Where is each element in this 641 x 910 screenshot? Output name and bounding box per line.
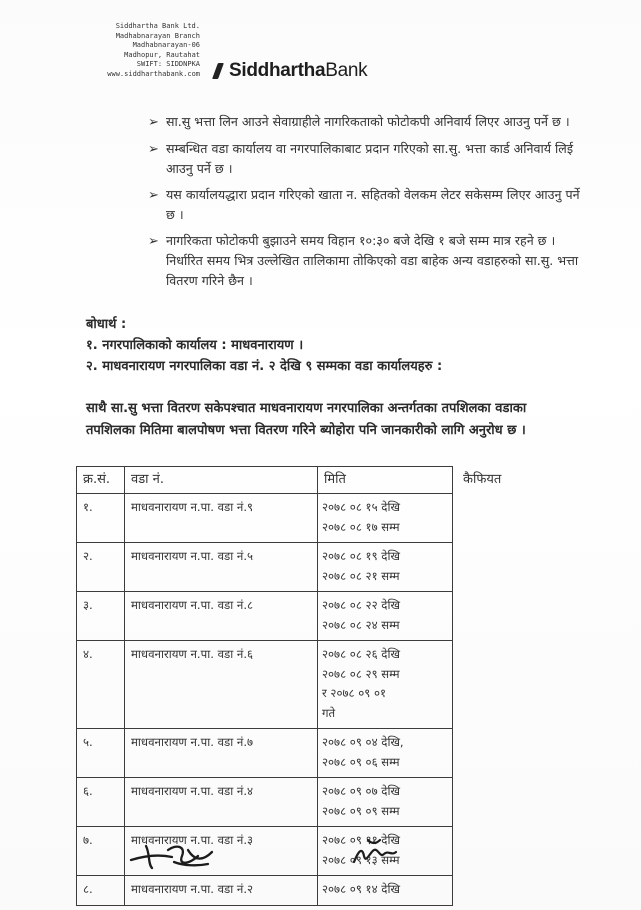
arrow-bullet-icon: ➢ [148,188,159,203]
list-item [148,185,588,225]
date-line: गते [322,705,336,720]
date-line: २०७८ ०८ १५ देखि [322,500,400,514]
table-row [77,778,603,827]
address-line: Siddhartha Bank Ltd. [115,22,200,30]
row-ward: माधवनारायण न.पा. वडा नं.८ [125,592,318,641]
date-line: २०७८ ०८ १७ सम्म [322,519,400,534]
row-date [318,592,453,641]
row-remarks [453,778,603,827]
row-ward: माधवनारायण न.पा. वडा नं.३ [125,827,318,876]
row-remarks [453,494,603,543]
bank-logo [215,60,367,82]
row-sn: २. [77,543,125,592]
address-line: Madhabnarayan-06 [132,41,200,50]
date-line: २०७८ ०९ १४ देखि [322,882,400,896]
attention-item: १. नगरपालिकाको कार्यालय : माधवनारायण । [86,338,304,353]
attention-heading: बोधार्थ : [86,317,127,332]
date-line: २०७८ ०९ ११ देखि [322,833,400,847]
instruction-text: सम्बन्धित वडा कार्यालय वा नगरपालिकाबाट प्रदान गरिएको सा.सु. भत्ता कार्ड अनिवार्य लिई आउनु पर्ने छ । [166,141,574,176]
signature-right [350,832,400,872]
date-line: २०७८ ०९ ०४ देखि, [322,735,404,749]
row-ward: माधवनारायण न.पा. वडा नं.४ [125,778,318,827]
row-remarks [453,543,603,592]
row-sn: ५. [77,729,125,778]
row-remarks [453,827,603,876]
date-line: २०७८ ०८ २१ सम्म [322,568,400,583]
table-row [77,876,603,906]
notice-paragraph: साथै सा.सु भत्ता वितरण सकेपश्चात माधवनारायण नगरपालिका अन्तर्गतका तपशिलका वडाका तपशिलका मितिमा बालपोषण भत्ता वितरण गरिने ब्योहोरा पनि जानकारीको लागि अनुरोध छ । [86,401,527,438]
row-ward: माधवनारायण न.पा. वडा नं.९ [125,494,318,543]
header-sn: क्र.सं. [77,467,125,494]
date-line: २०७८ ०८ २४ सम्म [322,617,400,632]
row-date [318,494,453,543]
instruction-text: नागरिकता फोटोकपी बुझाउने समय विहान १०:३० बजे देखि १ बजे सम्म मात्र रहने छ । निर्धारित समय भित्र उल्लेखित तालिकामा तोकिएको वडा बाहेक अन्य वडाहरुको सा.सु. भत्ता वितरण गरिने छैन । [166,233,579,288]
date-line: २०७८ ०८ २६ देखि [322,647,400,661]
signature-left [128,836,218,876]
list-item [148,139,588,179]
table-row [77,729,603,778]
brand-bold: Siddhartha [229,60,326,81]
header-remarks: कैफियत [463,471,502,487]
row-remarks [453,876,603,906]
row-sn: ७. [77,827,125,876]
table-row [77,592,603,641]
row-ward: माधवनारायण न.पा. वडा नं.७ [125,729,318,778]
arrow-bullet-icon: ➢ [148,234,159,249]
row-sn: १. [77,494,125,543]
arrow-bullet-icon: ➢ [148,115,159,130]
date-line: २०७८ ०९ ०७ देखि [322,784,400,798]
row-sn: ८. [77,876,125,906]
date-line: २०७८ ०९ ०९ सम्म [322,803,400,818]
instruction-text: यस कार्यालयद्धारा प्रदान गरिएको खाता न. सहितको वेलकम लेटर सकेसम्म लिएर आउनु पर्ने छ । [166,187,580,222]
address-line: Madhabnarayan Branch [115,31,200,40]
date-line: २०७८ ०८ २२ देखि [322,598,400,612]
table-row [77,641,603,729]
attention-section [86,314,442,377]
row-date [318,876,453,906]
header-ward: वडा नं. [125,467,318,494]
address-line: www.siddharthabank.com [107,69,200,78]
bank-name [229,60,367,82]
list-item [148,231,588,291]
row-date [318,641,453,729]
row-date [318,778,453,827]
header-date: मिति [318,467,453,494]
attention-item: २. माधवनारायण नगरपालिका वडा नं. २ देखि ९ सम्मका वडा कार्यालयहरु : [86,359,443,374]
date-line: २०७८ ०९ ०६ सम्म [322,754,400,769]
address-line: SWIFT: SIDDNPKA [136,60,200,69]
row-remarks [453,641,603,729]
date-line: २०७८ ०८ २९ सम्म [322,666,400,681]
brand-light: Bank [325,60,368,81]
row-ward: माधवनारायण न.पा. वडा नं.२ [125,876,318,906]
table-row [77,543,603,592]
arrow-bullet-icon: ➢ [148,142,159,157]
row-remarks [453,592,603,641]
row-date [318,729,453,778]
row-sn: ४. [77,641,125,729]
instruction-text: सा.सु भत्ता लिन आउने सेवाग्राहीले नागरिकताको फोटोकपी अनिवार्य लिएर आउनु पर्ने छ । [166,114,570,129]
address-line: Madhopur, Rautahat [124,50,200,59]
table-row [77,494,603,543]
date-line: र २०७८ ०९ ०१ [322,686,387,700]
row-ward: माधवनारायण न.पा. वडा नं.६ [125,641,318,729]
table-header-row [77,467,603,494]
row-sn: ३. [77,592,125,641]
date-line: २०७८ ०९ १३ सम्म [322,852,400,867]
row-date [318,543,453,592]
instruction-list [148,112,588,297]
date-line: २०७८ ०८ १९ देखि [322,549,400,563]
row-ward: माधवनारायण न.पा. वडा नं.५ [125,543,318,592]
row-remarks [453,729,603,778]
row-sn: ६. [77,778,125,827]
branch-address [72,22,200,80]
list-item [148,112,588,133]
logo-mark-icon [212,63,224,79]
